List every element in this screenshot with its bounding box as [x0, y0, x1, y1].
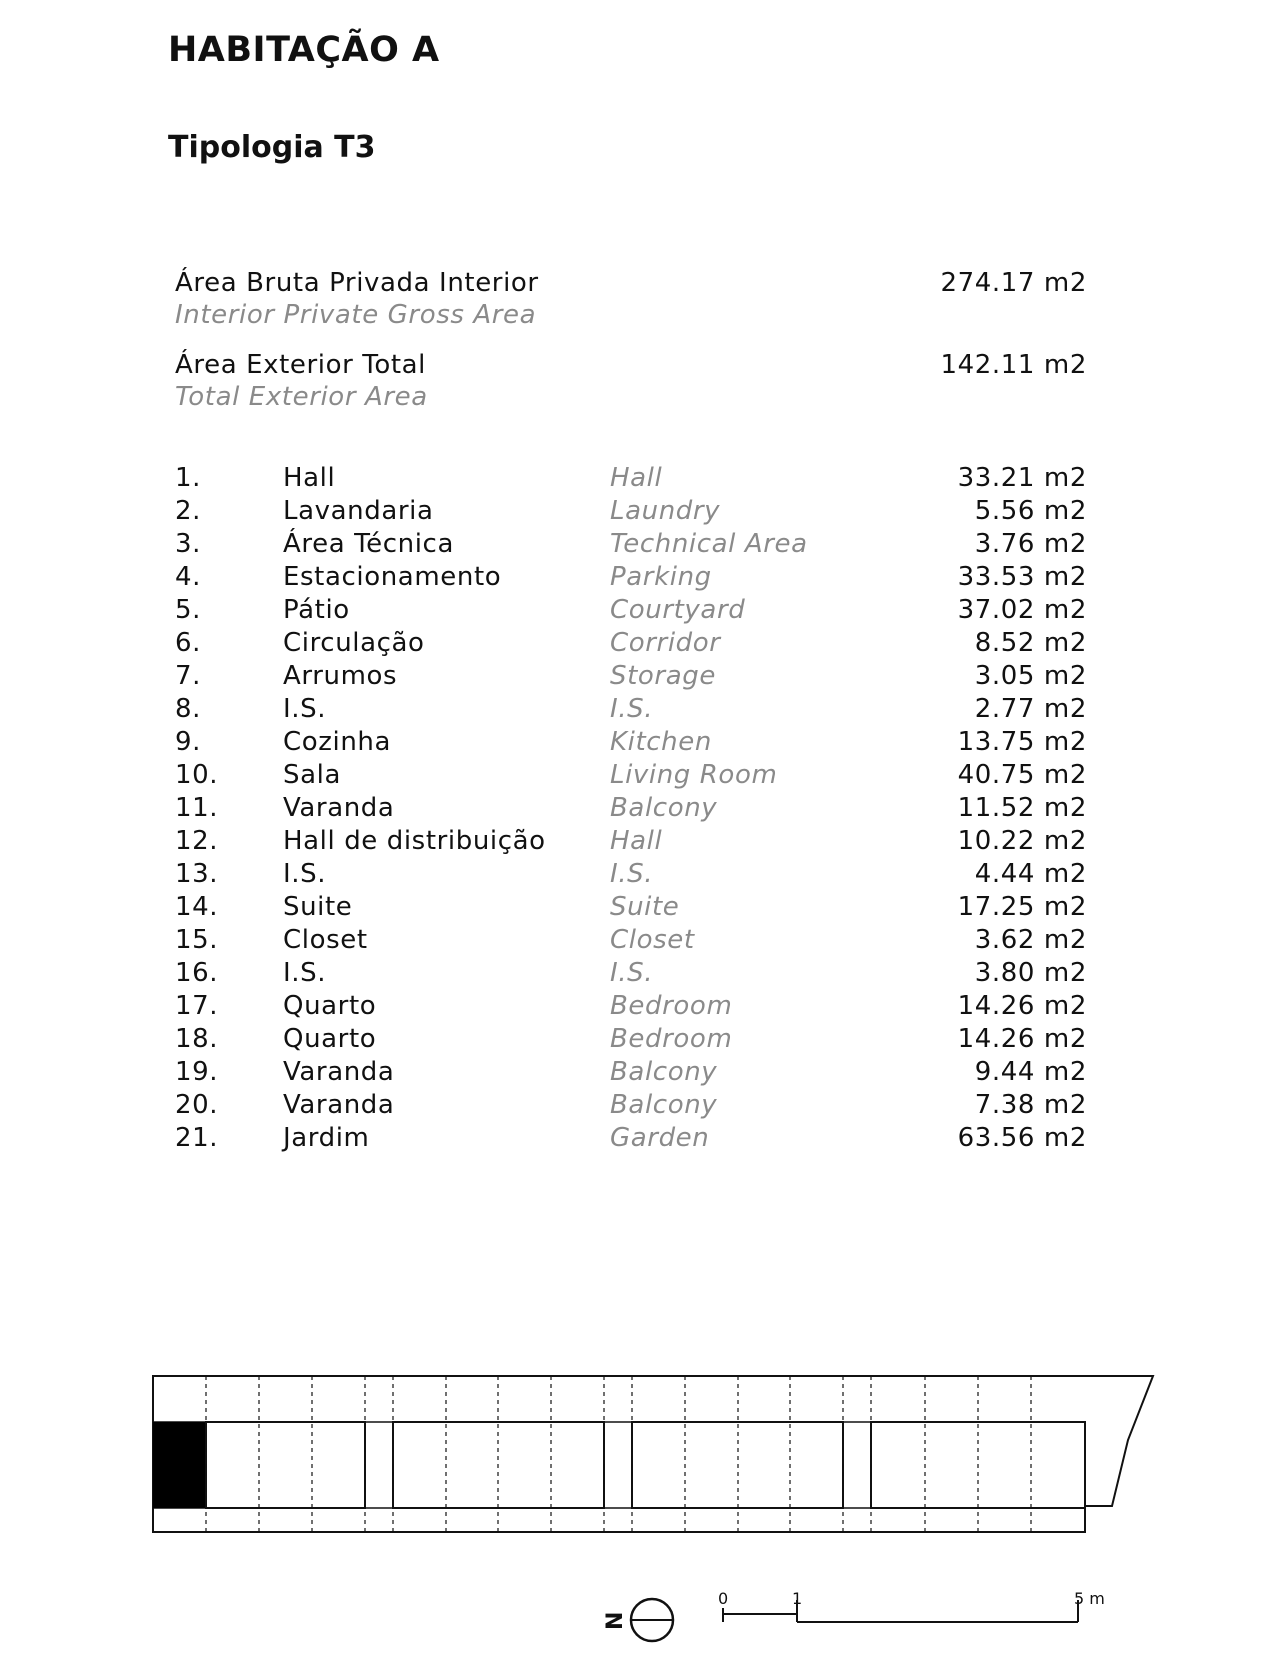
room-name-pt: Suite — [283, 892, 353, 922]
room-area: 11.52 m2 — [957, 793, 1087, 823]
room-area: 13.75 m2 — [957, 727, 1087, 757]
room-row — [175, 660, 1087, 693]
room-row — [175, 528, 1087, 561]
room-number: 11. — [175, 793, 219, 823]
room-name-pt: Quarto — [283, 1024, 377, 1054]
room-name-pt: Jardim — [283, 1123, 370, 1153]
room-row — [175, 858, 1087, 891]
gross-area-block — [175, 268, 1087, 330]
room-number: 15. — [175, 925, 219, 955]
room-area: 63.56 m2 — [957, 1123, 1087, 1153]
room-number: 1. — [175, 463, 202, 493]
room-name-pt: I.S. — [283, 958, 327, 988]
room-name-pt: Área Técnica — [283, 529, 454, 559]
room-number: 8. — [175, 694, 202, 724]
room-name-en: I.S. — [610, 859, 654, 889]
unit-block-1 — [206, 1422, 365, 1508]
scale-label-0: 0 — [718, 1589, 729, 1608]
room-row — [175, 891, 1087, 924]
room-name-en: Hall — [610, 826, 663, 856]
room-row — [175, 726, 1087, 759]
typology-subtitle: Tipologia T3 — [168, 130, 376, 165]
room-area: 3.80 m2 — [974, 958, 1087, 988]
exterior-area-label-pt: Área Exterior Total — [175, 350, 426, 380]
room-name-en: Technical Area — [610, 529, 808, 559]
room-name-pt: Varanda — [283, 1090, 395, 1120]
room-name-en: Corridor — [610, 628, 721, 658]
gross-area-label-pt: Área Bruta Privada Interior — [175, 268, 539, 298]
gross-area-value: 274.17 m2 — [940, 268, 1087, 298]
room-area: 3.05 m2 — [974, 661, 1087, 691]
room-name-en: I.S. — [610, 694, 654, 724]
room-area: 10.22 m2 — [957, 826, 1087, 856]
room-row — [175, 792, 1087, 825]
room-name-pt: Varanda — [283, 793, 395, 823]
room-name-pt: Cozinha — [283, 727, 392, 757]
room-name-pt: Sala — [283, 760, 341, 790]
room-name-en: Storage — [610, 661, 716, 691]
room-name-en: Balcony — [610, 793, 718, 823]
room-number: 6. — [175, 628, 202, 658]
gross-area-label-en: Interior Private Gross Area — [175, 300, 537, 330]
room-name-en: Kitchen — [610, 727, 712, 757]
room-row — [175, 693, 1087, 726]
room-name-en: Hall — [610, 463, 663, 493]
room-name-pt: Varanda — [283, 1057, 395, 1087]
room-row — [175, 825, 1087, 858]
room-name-en: Garden — [610, 1123, 710, 1153]
room-area: 37.02 m2 — [957, 595, 1087, 625]
room-row — [175, 561, 1087, 594]
room-number: 4. — [175, 562, 202, 592]
room-number: 19. — [175, 1057, 219, 1087]
scale-bar — [723, 1600, 1078, 1622]
exterior-area-label-en: Total Exterior Area — [175, 382, 428, 412]
room-area: 3.62 m2 — [974, 925, 1087, 955]
exterior-area-value: 142.11 m2 — [940, 350, 1087, 380]
room-name-en: Closet — [610, 925, 695, 955]
room-name-pt: Hall de distribuição — [283, 826, 546, 856]
room-row — [175, 1089, 1087, 1122]
room-row — [175, 924, 1087, 957]
room-name-en: I.S. — [610, 958, 654, 988]
room-number: 2. — [175, 496, 202, 526]
room-area: 33.21 m2 — [957, 463, 1087, 493]
room-number: 9. — [175, 727, 202, 757]
room-number: 16. — [175, 958, 219, 988]
room-number: 13. — [175, 859, 219, 889]
room-area: 7.38 m2 — [974, 1090, 1087, 1120]
room-name-en: Living Room — [610, 760, 778, 790]
room-row — [175, 1056, 1087, 1089]
site-plan-diagram — [0, 1360, 1280, 1660]
room-area: 14.26 m2 — [957, 991, 1087, 1021]
room-number: 21. — [175, 1123, 219, 1153]
room-name-en: Balcony — [610, 1057, 718, 1087]
room-area: 5.56 m2 — [974, 496, 1087, 526]
room-row — [175, 759, 1087, 792]
room-area: 9.44 m2 — [974, 1057, 1087, 1087]
room-name-pt: Circulação — [283, 628, 425, 658]
room-name-pt: Hall — [283, 463, 336, 493]
room-name-en: Bedroom — [610, 1024, 733, 1054]
room-number: 10. — [175, 760, 219, 790]
room-name-en: Balcony — [610, 1090, 718, 1120]
exterior-area-block — [175, 350, 1087, 412]
room-name-en: Parking — [610, 562, 712, 592]
room-number: 14. — [175, 892, 219, 922]
room-row — [175, 1122, 1087, 1155]
north-arrow-icon — [603, 1599, 673, 1641]
room-row — [175, 1023, 1087, 1056]
room-row — [175, 627, 1087, 660]
room-name-pt: Lavandaria — [283, 496, 434, 526]
room-name-pt: Arrumos — [283, 661, 398, 691]
room-list — [175, 462, 1087, 1155]
room-area: 8.52 m2 — [974, 628, 1087, 658]
room-number: 7. — [175, 661, 202, 691]
room-number: 18. — [175, 1024, 219, 1054]
north-label: N — [603, 1611, 628, 1630]
room-area: 14.26 m2 — [957, 1024, 1087, 1054]
room-row — [175, 957, 1087, 990]
room-name-en: Laundry — [610, 496, 721, 526]
room-name-pt: I.S. — [283, 859, 327, 889]
room-name-en: Bedroom — [610, 991, 733, 1021]
room-area: 3.76 m2 — [974, 529, 1087, 559]
scale-label-5: 5 m — [1074, 1589, 1105, 1608]
room-number: 3. — [175, 529, 202, 559]
page-title: HABITAÇÃO A — [168, 30, 440, 70]
room-name-pt: Estacionamento — [283, 562, 502, 592]
room-row — [175, 462, 1087, 495]
room-name-pt: Closet — [283, 925, 368, 955]
room-row — [175, 495, 1087, 528]
highlighted-unit — [153, 1422, 206, 1508]
room-number: 5. — [175, 595, 202, 625]
room-name-pt: Pátio — [283, 595, 350, 625]
room-name-pt: Quarto — [283, 991, 377, 1021]
room-number: 20. — [175, 1090, 219, 1120]
scale-label-1: 1 — [792, 1589, 803, 1608]
room-number: 17. — [175, 991, 219, 1021]
room-name-pt: I.S. — [283, 694, 327, 724]
room-area: 33.53 m2 — [957, 562, 1087, 592]
room-area: 17.25 m2 — [957, 892, 1087, 922]
room-row — [175, 990, 1087, 1023]
room-area: 2.77 m2 — [974, 694, 1087, 724]
room-name-en: Courtyard — [610, 595, 746, 625]
room-area: 40.75 m2 — [957, 760, 1087, 790]
room-name-en: Suite — [610, 892, 680, 922]
room-area: 4.44 m2 — [974, 859, 1087, 889]
room-number: 12. — [175, 826, 219, 856]
room-row — [175, 594, 1087, 627]
